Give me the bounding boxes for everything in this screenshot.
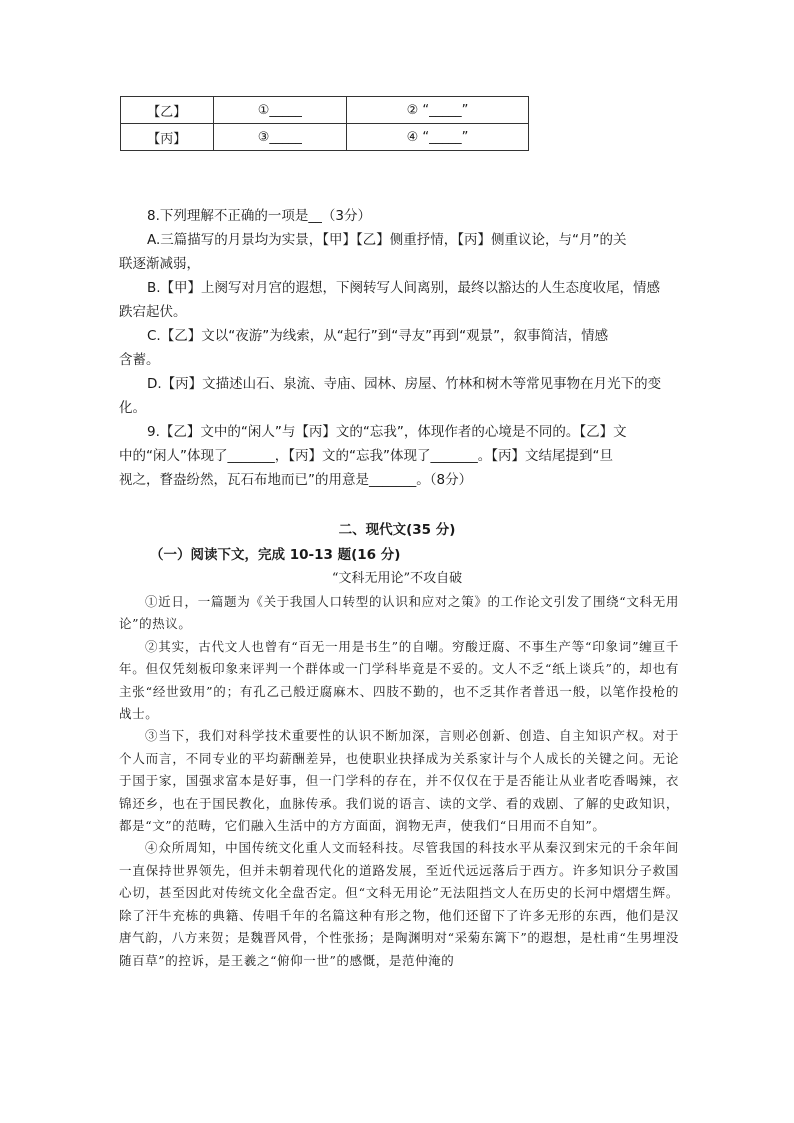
option-b-line2: 跌宕起伏。	[119, 304, 187, 320]
paragraph-3: ③当下，我们对科学技术重要性的认识不断加深，言则必创新、创造、自主知识产权。对于个人而言，不同专业的平均薪酬差异，也使职业抉择成为关系家计与个人成长的关键之问。无论于国于家，国强求富本是好事，但一门学科的存在，并不仅仅在于是否能让从业者吃香喝辣，衣锦还乡，也在于国民教化，血脉传承。我们说的语言、读的文学、看的戏剧、了解的史政知识，都是“文”的范畴，它们融入生活中的方方面面，润物无声，使我们“日用而不自知”。	[119, 728, 679, 834]
option-c-line2: 含蓄。	[119, 352, 160, 368]
option-b-line1: B.【甲】上阕写对月宫的遐想，下阕转写人间离别，最终以豁达的人生态度收尾，情感	[147, 280, 661, 296]
article-title: “文科无用论”不攻自破	[331, 571, 463, 586]
table-cell-blank[interactable]: ③_____	[213, 124, 346, 151]
table-cell-blank[interactable]: ② “_____”	[346, 97, 528, 124]
table-cell-blank[interactable]: ④ “_____”	[346, 124, 528, 151]
question-9-line1: 9.【乙】文中的“闲人”与【丙】文的“忘我”，体现作者的心境是不同的。【乙】文	[147, 424, 627, 440]
question-8-stem: 8.下列理解不正确的一项是__（3分）	[147, 208, 371, 224]
question-8	[119, 204, 679, 420]
section-subtitle: （一）阅读下文，完成 10-13 题(16 分)	[150, 547, 401, 563]
question-9	[119, 420, 679, 492]
table-row	[121, 124, 529, 151]
section-title: 二、现代文(35 分)	[338, 522, 456, 538]
table-cell-label: 【丙】	[121, 124, 214, 151]
option-a-line2: 联逐渐减弱，	[119, 256, 200, 272]
option-c-line1: C.【乙】文以“夜游”为线索，从“起行”到“寻友”再到“观景”，叙事简洁，情感	[147, 328, 609, 344]
article-body	[119, 591, 679, 972]
option-d-line1: D.【丙】文描述山石、泉流、寺庙、园林、房屋、竹林和树木等常见事物在月光下的变	[147, 376, 662, 392]
table-cell-label: 【乙】	[121, 97, 214, 124]
question-9-line3: 视之，瞀盎纷然，瓦石布地而已”的用意是_______。（8分）	[119, 472, 473, 488]
option-a-line1: A.三篇描写的月景均为实景，【甲】【乙】侧重抒情，【丙】侧重议论，与“月”的关	[147, 232, 627, 248]
answer-table	[120, 96, 529, 151]
table-cell-blank[interactable]: ①_____	[213, 97, 346, 124]
paragraph-1: ①近日，一篇题为《关于我国人口转型的认识和应对之策》的工作论文引发了围绕“文科无用论”的热议。	[119, 594, 679, 632]
table-row	[121, 97, 529, 124]
question-9-line2: 中的“闲人”体现了_______，【丙】文的“忘我”体现了_______。【丙】文结尾提到“旦	[119, 448, 613, 464]
paragraph-4: ④众所周知，中国传统文化重人文而轻科技。尽管我国的科技水平从秦汉到宋元的千余年间一直保持世界领先，但并未朝着现代化的道路发展，至近代远远落后于西方。许多知识分子救国心切，甚至因此对传统文化全盘否定。但“文科无用论”无法阻挡文人在历史的长河中熠熠生辉。除了汗牛充栋的典籍、传唱千年的名篇这种有形之物，他们还留下了许多无形的东西，他们是汉唐气韵，八方来贺；是魏晋风骨，个性张扬；是陶渊明对“采菊东篱下”的遐想，是杜甫“生男埋没随百草”的控诉，是王羲之“俯仰一世”的感慨，是范仲淹的	[119, 840, 679, 968]
paragraph-2: ②其实，古代文人也曾有“百无一用是书生”的自嘲。穷酸迂腐、不事生产等“印象词”缠亘千年。但仅凭刻板印象来评判一个群体或一门学科毕竟是不妥的。文人不乏“纸上谈兵”的，却也有主张“经世致用”的；有孔乙己般迂腐麻木、四肢不勤的，也不乏其作者普迅一般，以笔作投枪的战士。	[119, 638, 679, 722]
option-d-line2: 化。	[119, 400, 146, 416]
